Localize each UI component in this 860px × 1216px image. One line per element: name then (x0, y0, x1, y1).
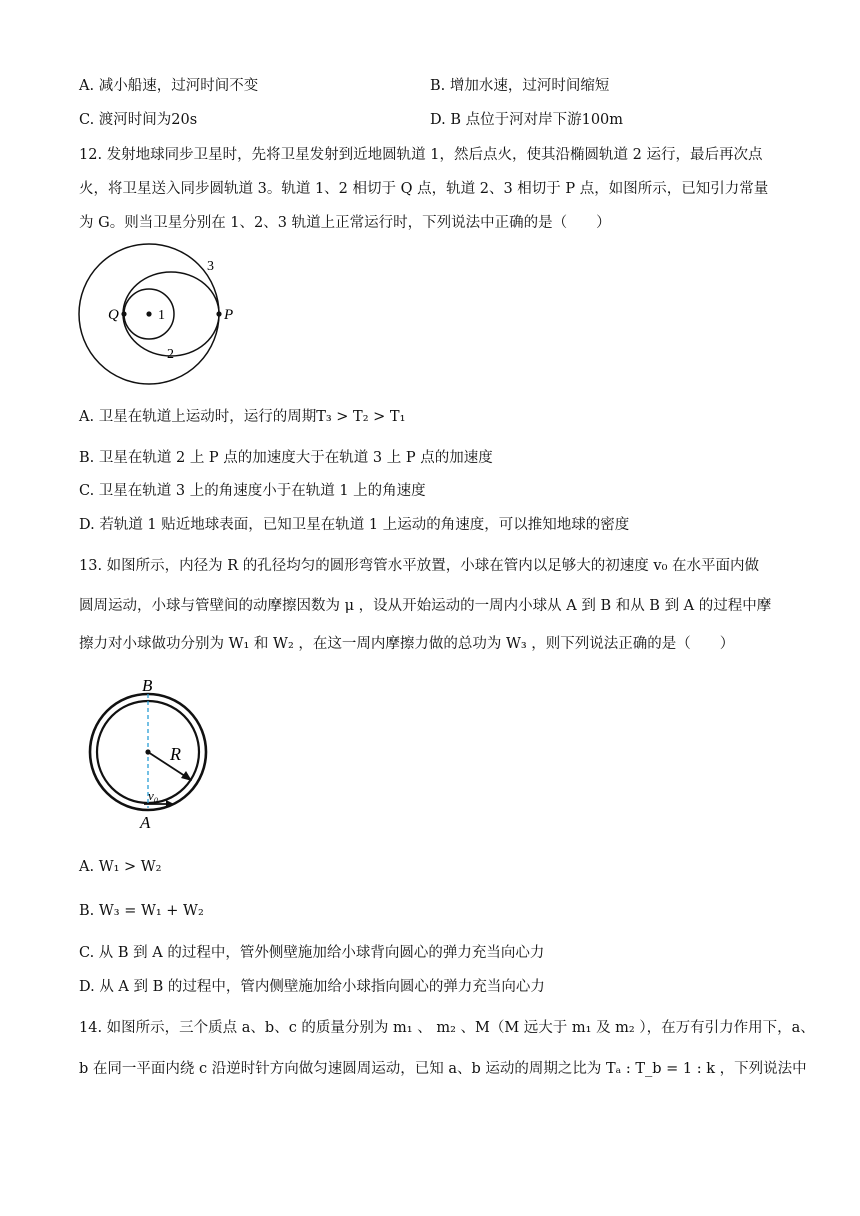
q12-option-a: A. 卫星在轨道上运动时，运行的周期T₃ > T₂ > T₁ (79, 409, 406, 425)
label-a: A (140, 813, 151, 832)
earth-center-dot (146, 311, 151, 316)
q11-option-d: D. B 点位于河对岸下游100m (430, 112, 624, 128)
q12-option-c: C. 卫星在轨道 3 上的角速度小于在轨道 1 上的角速度 (79, 483, 426, 499)
radius-arrowhead (181, 771, 192, 781)
q11-option-c: C. 渡河时间为20s (79, 112, 198, 128)
q12-stem-line-3: 为 G。则当卫星分别在 1、2、3 轨道上正常运行时，下列说法中正确的是（ ） (79, 215, 611, 231)
label-1: 1 (158, 308, 165, 323)
q12-stem-line-2: 火，将卫星送入同步圆轨道 3。轨道 1、2 相切于 Q 点，轨道 2、3 相切于 P 点，如图所示，已知引力常量 (79, 181, 769, 197)
label-p: P (224, 307, 234, 323)
q12-option-b: B. 卫星在轨道 2 上 P 点的加速度大于在轨道 3 上 P 点的加速度 (79, 450, 493, 466)
q13-option-b: B. W₃ = W₁ + W₂ (79, 903, 204, 919)
orbit-diagram (78, 240, 258, 388)
point-q-dot (121, 311, 126, 316)
q13-option-a: A. W₁ > W₂ (79, 859, 162, 875)
q14-stem-line-1: 14. 如图所示，三个质点 a、b、c 的质量分别为 m₁ 、 m₂ 、M（M 远大于 m₁ 及 m₂ ），在万有引力作用下，a、 (79, 1020, 815, 1036)
label-2: 2 (167, 347, 174, 362)
label-3: 3 (207, 259, 214, 274)
q13-stem-line-1: 13. 如图所示，内径为 R 的孔径均匀的圆形弯管水平放置，小球在管内以足够大的初速度 v₀ 在水平面内做 (79, 558, 760, 574)
label-q: Q (108, 307, 119, 323)
q13-option-c: C. 从 B 到 A 的过程中，管外侧壁施加给小球背向圆心的弹力充当向心力 (79, 945, 545, 961)
q12-stem-line-1: 12. 发射地球同步卫星时，先将卫星发射到近地圆轨道 1，然后点火，使其沿椭圆轨道 2 运行，最后再次点 (79, 147, 763, 163)
q12-option-d: D. 若轨道 1 贴近地球表面，已知卫星在轨道 1 上运动的角速度，可以推知地球的密度 (79, 517, 630, 533)
q13-stem-line-3: 擦力对小球做功分别为 W₁ 和 W₂ ，在这一周内摩擦力做的总功为 W₃ ，则下列说法正确的是（ ） (79, 636, 735, 652)
q13-option-d: D. 从 A 到 B 的过程中，管内侧壁施加给小球指向圆心的弹力充当向心力 (79, 979, 545, 995)
q13-stem-line-2: 圆周运动，小球与管壁间的动摩擦因数为 μ ，设从开始运动的一周内小球从 A 到 B 和从 B 到 A 的过程中摩 (79, 598, 772, 614)
label-r: R (170, 744, 181, 764)
label-v0: v₀ (148, 788, 159, 803)
q11-option-b: B. 增加水速，过河时间缩短 (430, 78, 610, 94)
tube-diagram (84, 672, 218, 832)
label-b: B (142, 676, 153, 695)
radius-arrow-line (148, 752, 188, 778)
point-p-dot (216, 311, 221, 316)
q11-option-a: A. 减小船速，过河时间不变 (79, 78, 259, 94)
q14-stem-line-2: b 在同一平面内绕 c 沿逆时针方向做匀速圆周运动，已知 a、b 运动的周期之比为 Tₐ : T_b = 1 : k ，下列说法中 (79, 1061, 807, 1077)
orbit-2-ellipse (123, 272, 219, 356)
